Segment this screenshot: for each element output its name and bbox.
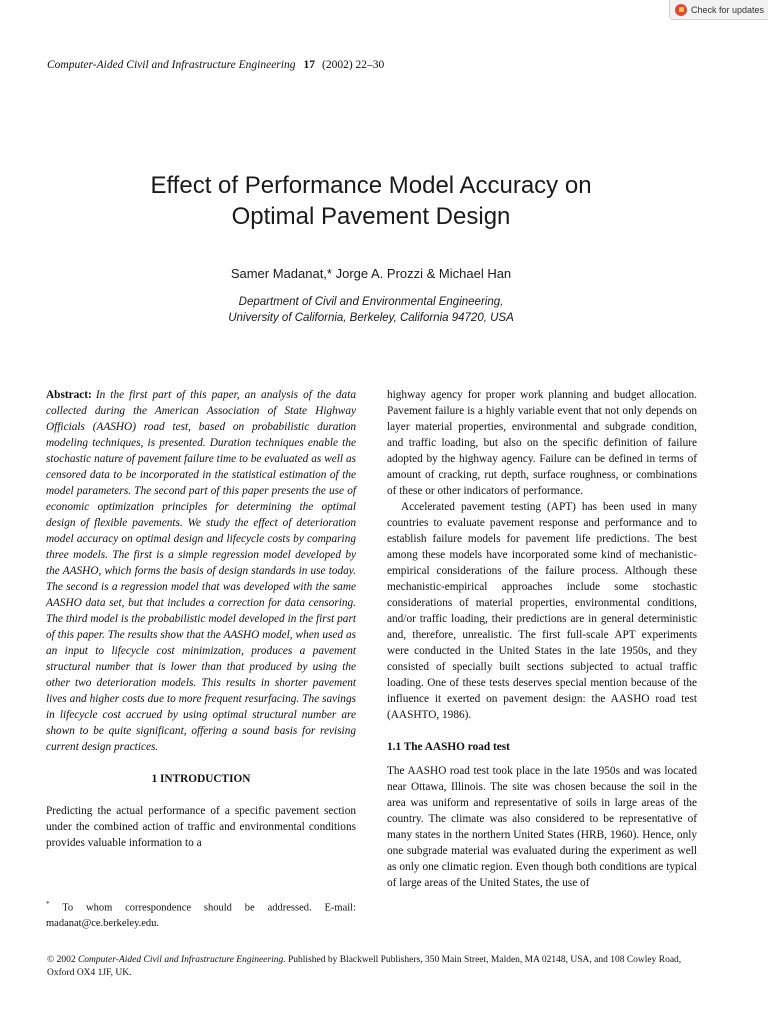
journal-pages: (2002) 22–30 [321, 59, 385, 71]
affiliation [0, 294, 742, 326]
abstract [46, 387, 356, 755]
copyright-journal: Computer-Aided Civil and Infrastructure Engineering [77, 955, 284, 965]
footnote-text: To whom correspondence should be addressed. E-mail: madanat@ce.berkeley.edu. [46, 902, 356, 929]
section-heading-introduction: 1 INTRODUCTION [151, 773, 251, 785]
abstract-text: In the first part of this paper, an analysis of the data collected during the American Association of State Highway Officials (AASHO) road test, based on probabilistic duration modeling techniques, is presented. Duration techniques enable the stochastic nature of pavement failure time to be evaluated as well as censored data to be incorporated in the statistical estimation of the model parameters. The second part of this paper presents the use of economic optimization principles for determining the optimal design of flexible pavements. We study the effect of deterioration model accuracy on optimal design and lifecycle costs by comparing three models. The first is a simple regression model developed by the AASHO, which forms the basis of design standards in use today. The second is a regression model that was developed with the same AASHO data set, but that includes a correction for data censoring. The third model is the probabilistic model developed in the first part of this paper. The results show that the AASHO model, when used as an input to lifecycle cost minimization, produces a pavement structural number that is lower than that produced by using the other two deterioration models. This results in shorter pavement lives and higher costs due to more frequent resurfacing. The savings in lifecycle cost accrued by using optimal structural number are shown to be quite significant, offering a sound basis for revising current design practices. [46, 389, 356, 753]
title-line-1: Effect of Performance Model Accuracy on [150, 172, 592, 199]
copyright-notice [47, 954, 707, 980]
journal-name: Computer-Aided Civil and Infrastructure Engineering [47, 59, 296, 71]
copyright-prefix: © 2002 [47, 955, 78, 965]
intro-paragraph-1-continued: highway agency for proper work planning and budget allocation. Pavement failure is a highly variable event that not only depends on layer material properties, environmental and subgrade condition, and traffic loading, but also on the specific definition of failure adopted by the highway agency. Failure can be defined in terms of amount of cracking, rut depth, surface roughness, or combinations of these or other indicators of performance. [387, 389, 697, 497]
check-for-updates-label: Check for updates [691, 4, 765, 15]
aasho-paragraph-1: The AASHO road test took place in the late 1950s and was located near Ottawa, Illinois. The site was chosen because the soil in the area was uniform and representative of soils in large areas of the country. The climate was also considered to be representative of many states in the northern United States (HRB, 1960). Hence, only one subgrade material was evaluated during the experiment as well as only one climatic region. Even though both conditions are typical of large areas of the United States, the use of [387, 765, 697, 889]
paper-title [0, 170, 742, 232]
right-column [387, 387, 697, 891]
intro-paragraph-2: Accelerated pavement testing (APT) has been used in many countries to evaluate pavement response and performance and to establish failure models for pavement life predictions. The best among these models have incorporated some kind of mechanistic-empirical considerations of the failure process. Although these mechanistic-empirical approaches include some stochastic considerations of material properties, environmental conditions, and/or traffic loading, their predictions are in general deterministic and, therefore, unrealistic. The first full-scale APT experiments were conducted in the United States in the late 1950s, and they consisted of specially built sections subjected to actual traffic loading. One of these tests deserves special mention because of the influence it exerted on pavement design: the AASHO road test (AASHTO, 1986). [387, 501, 697, 721]
crossmark-icon [675, 4, 687, 16]
title-line-2: Optimal Pavement Design [231, 203, 511, 230]
affiliation-line-1: Department of Civil and Environmental Engineering, [238, 296, 504, 308]
footnote [46, 897, 356, 931]
copyright-rest: . Published by Blackwell Publishers, 350 Main Street, Malden, MA 02148, USA, and 108 Cowley Road, Oxford OX4 1JF, UK. [47, 955, 682, 978]
section-heading-aasho-road-test: 1.1 The AASHO road test [387, 741, 510, 753]
footnote-mark: * [46, 900, 50, 908]
check-for-updates-button[interactable] [669, 0, 768, 20]
left-column [46, 387, 356, 851]
authors: Samer Madanat,* Jorge A. Prozzi & Michael Han [230, 266, 512, 281]
journal-volume: 17 [303, 59, 315, 71]
journal-header [47, 59, 384, 71]
abstract-label: Abstract: [46, 389, 92, 401]
affiliation-line-2: University of California, Berkeley, California 94720, USA [228, 312, 514, 324]
intro-paragraph-1: Predicting the actual performance of a specific pavement section under the combined action of traffic and environmental conditions provides valuable information to a [46, 805, 356, 849]
